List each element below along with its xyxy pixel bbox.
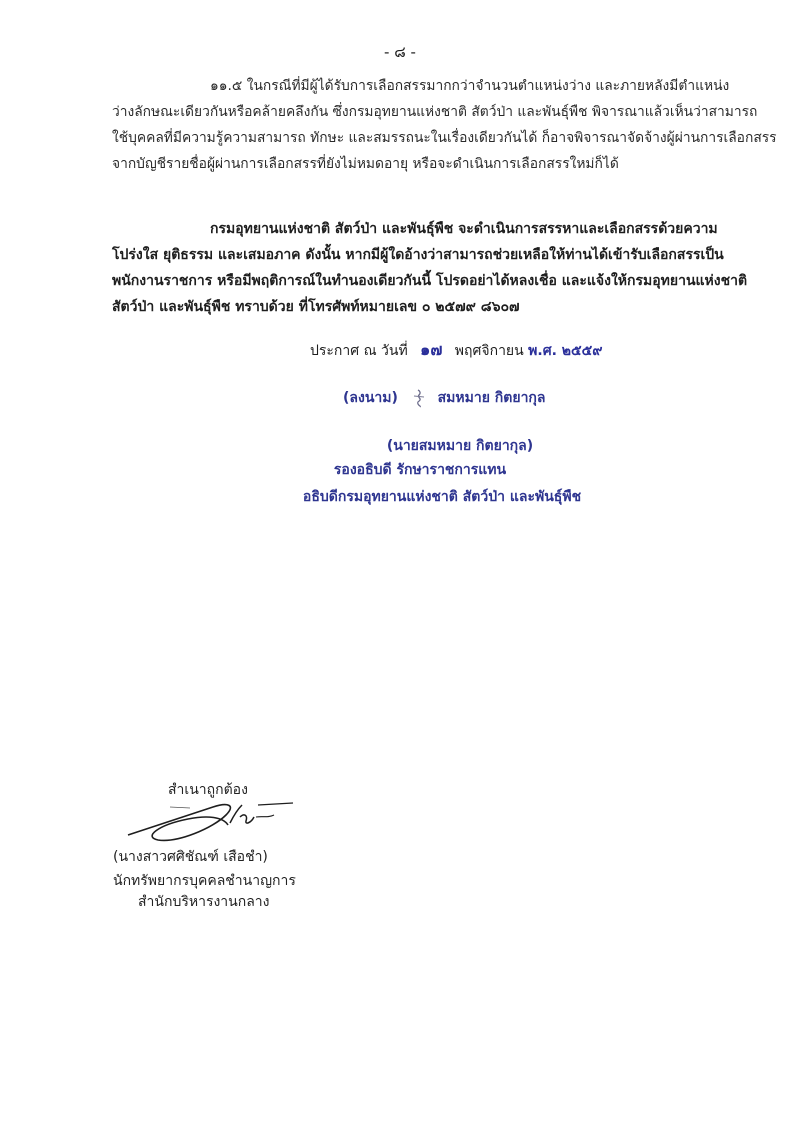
- paragraph-line: ว่างลักษณะเดียวกันหรือคล้ายคลึงกัน ซึ่งกรมอุทยานแห่งชาติ สัตว์ป่า และพันธุ์พืช พิจารณาแล้วเห็นว่าสามารถ: [112, 104, 758, 120]
- certifier-office: สำนักบริหารงานกลาง: [138, 894, 270, 910]
- paragraph-transparency-notice: [112, 216, 762, 320]
- signed-name: สมหมาย กิตยากุล: [437, 390, 546, 406]
- certified-copy-title: สำเนาถูกต้อง: [168, 782, 248, 798]
- handwritten-signature-icon: [118, 795, 298, 850]
- announcement-month: พฤศจิกายน: [454, 343, 524, 359]
- signed-line: [343, 387, 545, 409]
- signatory-position-2: อธิบดีกรมอุทยานแห่งชาติ สัตว์ป่า และพันธุ์พืช: [302, 489, 582, 505]
- signed-label: (ลงนาม): [343, 390, 398, 406]
- announcement-day: ๑๗: [420, 340, 443, 359]
- certifier-position: นักทรัพยากรบุคคลชำนาญการ: [113, 873, 296, 889]
- announcement-date: [310, 338, 602, 363]
- signature-mark-icon: [411, 388, 427, 408]
- paragraph-line: สัตว์ป่า และพันธุ์พืช ทราบด้วย ที่โทรศัพท์หมายเลข ๐ ๒๕๗๙ ๘๖๐๗: [112, 299, 520, 315]
- paragraph-line: โปร่งใส ยุติธรรม และเสมอภาค ดังนั้น หากมีผู้ใดอ้างว่าสามารถช่วยเหลือให้ท่านได้เข้ารับเลือกสรรเป็น: [112, 247, 724, 263]
- certifier-name: (นางสาวศศิชัณฑ์ เสือชำ): [113, 849, 268, 865]
- page-number: - ๘ -: [384, 43, 416, 61]
- paragraph-line: ใช้บุคคลที่มีความรู้ความสามารถ ทักษะ และสมรรถนะในเรื่องเดียวกันได้ ก็อาจพิจารณาจัดจ้างผู้ผ่านการเลือกสรร: [112, 130, 777, 146]
- paragraph-line: กรมอุทยานแห่งชาติ สัตว์ป่า และพันธุ์พืช จะดำเนินการสรรหาและเลือกสรรด้วยความ: [210, 221, 718, 237]
- paragraph-line: พนักงานราชการ หรือมีพฤติการณ์ในทำนองเดียวกันนี้ โปรดอย่าได้หลงเชื่อ และแจ้งให้กรมอุทยานแห่งชาติ: [112, 273, 748, 289]
- announcement-year: พ.ศ. ๒๕๕๙: [528, 343, 603, 359]
- paragraph-line: ๑๑.๕ ในกรณีที่มีผู้ได้รับการเลือกสรรมากกว่าจำนวนตำแหน่งว่าง และภายหลังมีตำแหน่ง: [210, 78, 730, 94]
- signatory-full-name: (นายสมหมาย กิตยากุล): [386, 438, 534, 454]
- signatory-position-1: รองอธิบดี รักษาราชการแทน: [333, 462, 507, 478]
- paragraph-line: จากบัญชีรายชื่อผู้ผ่านการเลือกสรรที่ยังไม่หมดอายุ หรือจะดำเนินการเลือกสรรใหม่ก็ได้: [112, 156, 619, 172]
- announcement-prefix: ประกาศ ณ วันที่: [310, 343, 408, 359]
- paragraph-11-5: [112, 73, 777, 177]
